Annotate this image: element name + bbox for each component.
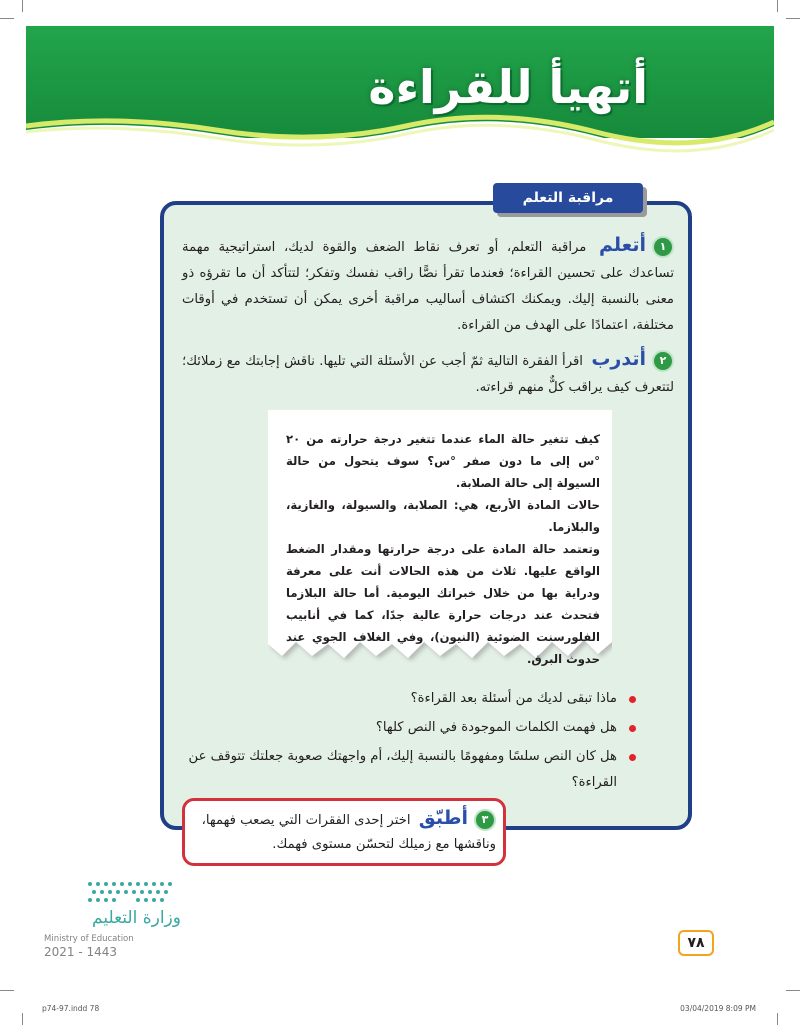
crop-mark [786,18,800,19]
ministry-name-english: Ministry of Education [44,934,134,944]
step-number-badge: ١ [652,236,674,258]
question-text: ماذا تبقى لديك من أسئلة بعد القراءة؟ [410,691,617,706]
apply-keyword: أطبّق [418,807,468,829]
step-number-badge: ٢ [652,350,674,372]
crop-mark [777,0,778,12]
list-item [186,686,636,712]
apply-text: اختر إحدى الفقرات التي يصعب فهمها، وناقشها مع زميلك لتحسّن مستوى فهمك. [201,813,496,852]
ministry-logo-icon [86,880,176,906]
bullet-icon [629,725,636,732]
print-file-label: p74-97.indd 78 [42,1004,100,1013]
section-tag: مراقبة التعلم [493,183,643,213]
practice-paragraph [182,346,674,401]
passage-paragraph: حالات المادة الأربع، هي: الصلابة، والسيولة، والغازية، والبلازما. [286,498,600,534]
page-number: ٧٨ [678,930,714,956]
print-timestamp: 03/04/2019 8:09 PM [680,1004,756,1013]
question-text: هل فهمت الكلمات الموجودة في النص كلها؟ [375,720,617,735]
ministry-name-arabic: وزارة التعليم [92,908,181,928]
crop-mark [22,1013,23,1025]
passage-paragraph: كيف تتغير حالة الماء عندما تتغير درجة حرارته من ٢٠ °س إلى ما دون صفر °س؟ سوف يتحول من حالة السيولة إلى حالة الصلابة. [286,432,600,490]
bullet-icon [629,754,636,761]
question-text: هل كان النص سلسًا ومفهومًا بالنسبة إليك، أم واجهتك صعوبة جعلتك تتوقف عن القراءة؟ [188,749,617,790]
passage-paragraph: وتعتمد حالة المادة على درجة حرارتها ومقدار الضغط الواقع عليها. ثلاث من هذه الحالات أنت على معرفة ودراية بها من خلال خبراتك اليومية. أما حالة البلازما فتحدث عند درجات حرارة عالية جدًا، كما في أنابيب الفلورسنت الضوئية (النيون)، وفي الغلاف الجوي عند حدوث البرق. [286,542,600,666]
list-item [186,744,636,796]
practice-text: اقرأ الفقرة التالية ثمّ أجب عن الأسئلة التي تليها. ناقش إجابتك مع زملائك؛ لتتعرف كيف يراقب كلٌّ منهم قراءته. [182,354,674,395]
crop-mark [0,18,14,19]
bullet-icon [629,696,636,703]
question-list [186,686,636,799]
learn-paragraph [182,232,674,339]
passage-text [286,428,600,670]
practice-keyword: أتدرب [591,348,646,370]
crop-mark [0,990,14,991]
apply-paragraph [196,806,496,857]
learn-keyword: أتعلم [598,234,646,256]
step-number-badge: ٣ [474,809,496,831]
crop-mark [777,1013,778,1025]
learn-text: مراقبة التعلم، أو تعرف نقاط الضعف والقوة لديك، استراتيجية مهمة تساعدك على تحسين القراءة؛ فعندما تقرأ نصًّا راقب نفسك وتفكر؛ لتتأكد أن ما تقرؤه ذو معنى بالنسبة إليك. ويمكنك اكتشاف أساليب مراقبة أخرى يمكن أن تستخدم في أوقات مختلفة، اعتمادًا على الهدف من القراءة. [182,240,674,333]
edition-year: 2021 - 1443 [44,945,118,959]
crop-mark [786,990,800,991]
list-item [186,715,636,741]
crop-mark [22,0,23,12]
page-title: أتهيأ للقراءة [368,60,648,114]
